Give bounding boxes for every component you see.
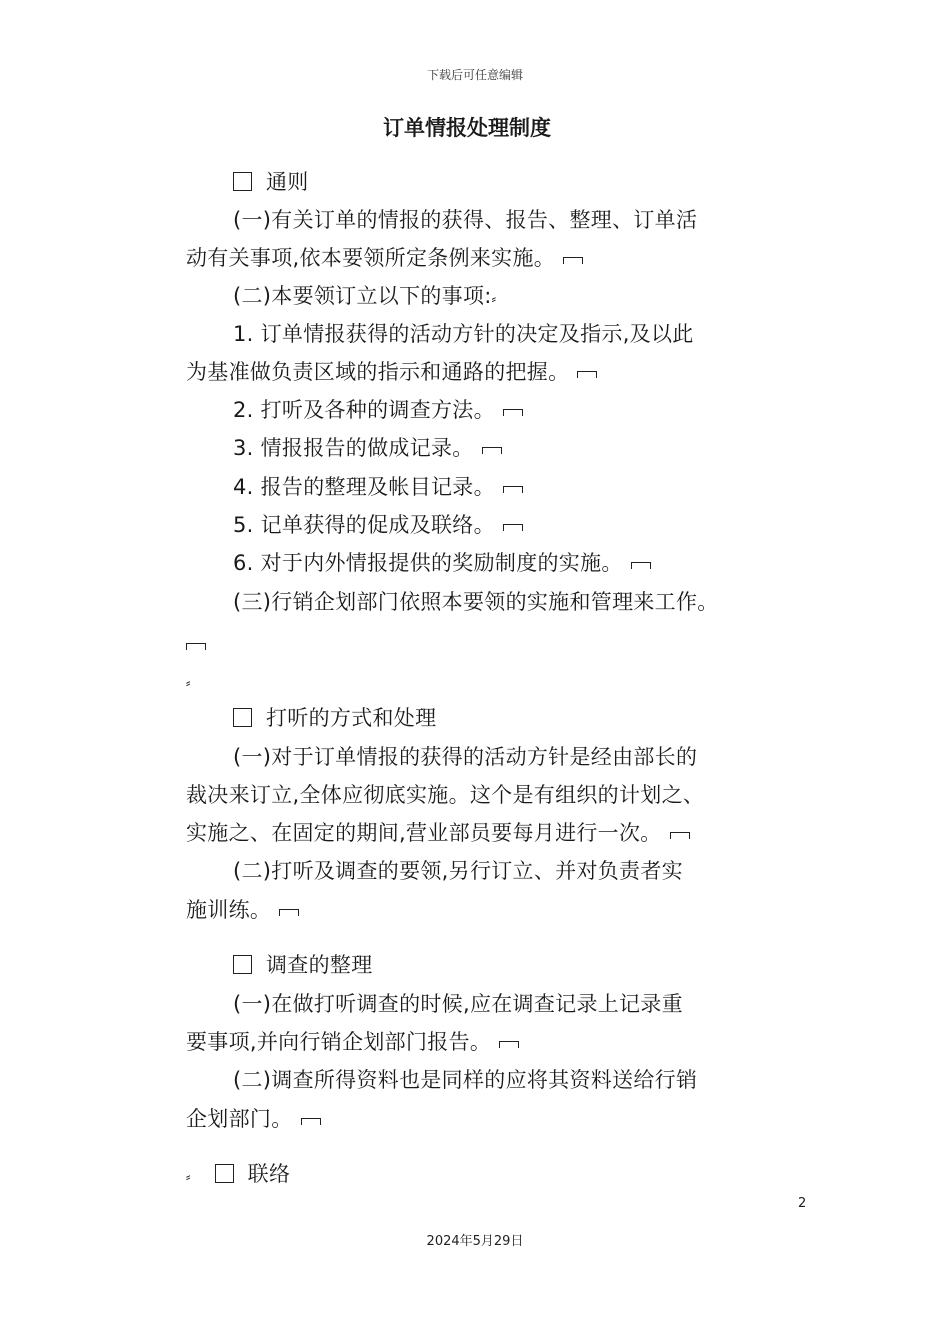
return-mark-icon [503,407,523,417]
paragraph-line: (一)有关订单的情报的获得、报告、整理、订单活 [233,208,698,232]
paragraph-mark-icon: ⸗ [186,676,191,691]
return-mark-icon [279,907,299,917]
section-heading-inquiry [233,704,436,732]
section-heading-text: 联络 [247,1162,291,1186]
section-heading-text: 调查的整理 [266,953,373,977]
paragraph-text: 施训练。 [186,898,272,922]
paragraph-line: (三)行销企划部门依照本要领的实施和管理来工作。 [233,590,719,614]
paragraph-line [186,1105,321,1133]
section-heading-organize [233,951,373,979]
return-mark-icon [301,1116,321,1126]
paragraph-text: (二)本要领订立以下的事项: [233,284,492,308]
page-number: 2 [798,1196,807,1211]
list-item-text: 2. 打听及各种的调查方法。 [233,398,495,422]
paragraph-mark-icon: ⸗ [491,292,497,307]
paragraph-line [186,666,191,698]
list-item [233,549,651,577]
list-item-text: 为基准做负责区域的指示和通路的把握。 [186,360,570,384]
paragraph-line: (一)在做打听调查的时候,应在调查记录上记录重 [233,992,683,1016]
checkbox-icon [233,708,252,727]
return-mark-icon [631,560,651,570]
document-title: 订单情报处理制度 [383,116,551,140]
section-heading-contact [186,1160,290,1192]
paragraph-line [186,630,206,658]
paragraph-text: 企划部门。 [186,1107,293,1131]
checkbox-icon [233,172,252,191]
paragraph-line [186,1028,519,1056]
paragraph-line: (二)打听及调查的要领,另行订立、并对负责者实 [233,859,683,883]
paragraph-line [233,282,496,314]
list-item [233,511,523,539]
list-item-text: 4. 报告的整理及帐目记录。 [233,475,495,499]
paragraph-text: 要事项,并向行销企划部门报告。 [186,1030,492,1054]
section-heading-text: 打听的方式和处理 [266,706,437,730]
return-mark-icon [186,641,206,651]
return-mark-icon [499,1039,519,1049]
paragraph-text: 实施之、在固定的期间,营业部员要每月进行一次。 [186,821,662,845]
list-item [233,396,523,424]
paragraph-line: (一)对于订单情报的获得的活动方针是经由部长的 [233,745,698,769]
section-heading-text: 通则 [266,170,309,194]
footer-date: 2024年5月29日 [426,1234,524,1249]
return-mark-icon [670,830,690,840]
return-mark-icon [482,445,502,455]
paragraph-line [186,819,690,847]
section-heading-general [233,168,309,196]
list-item: 1. 订单情报获得的活动方针的决定及指示,及以此 [233,322,694,346]
list-item-text: 5. 记单获得的促成及联络。 [233,513,495,537]
header-note: 下载后可任意编辑 [426,68,523,82]
list-item-text: 6. 对于内外情报提供的奖励制度的实施。 [233,551,623,575]
return-mark-icon [503,484,523,494]
paragraph-line: (二)调查所得资料也是同样的应将其资料送给行销 [233,1068,698,1092]
return-mark-icon [503,522,523,532]
paragraph-line [186,244,583,272]
return-mark-icon [577,369,597,379]
paragraph-mark-icon: ⸗ [186,1170,191,1185]
checkbox-icon [215,1164,234,1183]
paragraph-line [186,896,299,924]
return-mark-icon [563,255,583,265]
list-item [233,473,523,501]
list-item-text: 3. 情报报告的做成记录。 [233,436,474,460]
list-item [186,358,597,386]
paragraph-text: 动有关事项,依本要领所定条例来实施。 [186,246,556,270]
checkbox-icon [233,955,252,974]
list-item [233,434,502,462]
paragraph-line: 裁决来订立,全体应彻底实施。这个是有组织的计划之、 [186,783,705,807]
